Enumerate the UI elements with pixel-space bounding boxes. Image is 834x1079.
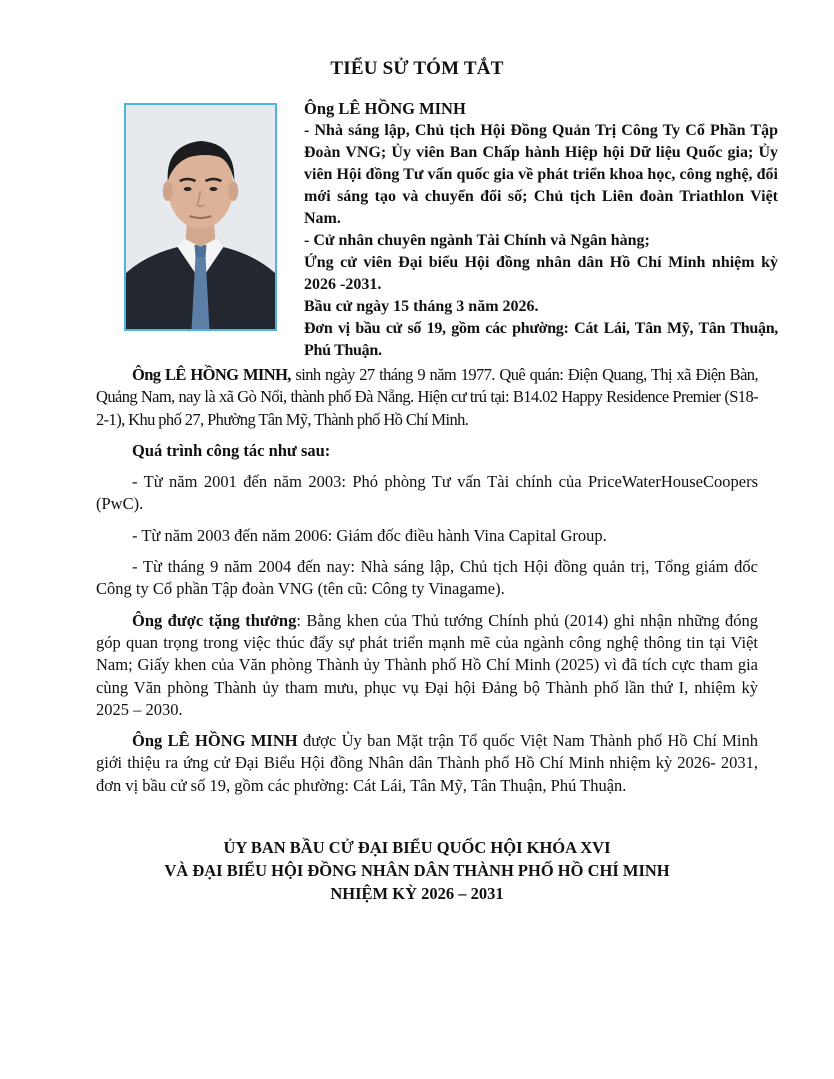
candidacy-text: Ứng cử viên Đại biểu Hội đồng nhân dân Hồ Chí Minh nhiệm kỳ 2026 -2031.: [304, 254, 778, 293]
document-title: TIỂU SỬ TÓM TẮT: [330, 58, 504, 79]
candidate-name: Ông LÊ HỒNG MINH: [304, 99, 466, 118]
nomination-text: được Ủy ban Mặt trận Tổ quốc Việt Nam Thành phố Hồ Chí Minh giới thiệu ra ứng cử Đại Biểu Hội đồng Nhân dân Thành phố Hồ Chí Minh nhiệm kỳ 2026- 2031, đơn vị bầu cử số 19, gồm các phường: Cát Lái, Tân Mỹ, Tân Thuận, Phú Thuận.: [96, 731, 759, 795]
positions-text: - Nhà sáng lập, Chủ tịch Hội Đồng Quản Trị Công Ty Cổ Phần Tập Đoàn VNG; Ủy viên Ban Chấp hành Hiệp hội Dữ liệu Quốc gia; Ủy viên Hội đồng Tư vấn quốc gia về phát triển khoa học, công nghệ, đổi mới sáng tạo và chuyển đổi số; Chủ tịch Liên đoàn Triathlon Việt Nam.: [304, 122, 778, 227]
personal-info-paragraph: [96, 364, 758, 431]
nomination-name: Ông LÊ HỒNG MINH: [132, 731, 298, 751]
work-history-heading: Quá trình công tác như sau:: [132, 440, 331, 460]
awards-label: Ông được tặng thưởng: [132, 610, 297, 630]
portrait-photo: [124, 103, 277, 331]
committee-line-2: VÀ ĐẠI BIỂU HỘI ĐỒNG NHÂN DÂN THÀNH PHỐ HỒ CHÍ MINH: [164, 861, 670, 880]
work-item: - Từ năm 2001 đến năm 2003: Phó phòng Tư vấn Tài chính của PriceWaterHouseCoopers (PwC).: [96, 472, 758, 514]
personal-info-text: sinh ngày 27 tháng 9 năm 1977. Quê quán: Điện Quang, Thị xã Điện Bàn, Quảng Nam, nay là xã Gò Nổi, thành phố Đà Nẵng. Hiện cư trú tại: B14.02 Happy Residence Premier (S18-2-1), Khu phố 27, Phường Tân Mỹ, Thành phố Hồ Chí Minh.: [96, 365, 758, 429]
portrait-image: [126, 105, 275, 329]
nomination-paragraph: [96, 730, 758, 797]
profile-summary: [304, 98, 778, 362]
committee-line-3: NHIỆM KỲ 2026 – 2031: [330, 884, 504, 903]
education-text: - Cử nhân chuyên ngành Tài Chính và Ngân hàng;: [304, 232, 650, 249]
awards-text: : Bằng khen của Thủ tướng Chính phủ (2014) ghi nhận những đóng góp quan trọng trong việc thúc đẩy sự phát triển mạnh mẽ của ngành công nghệ thông tin tại Việt Nam; Giấy khen của Văn phòng Thành ủy Thành phố Hồ Chí Minh (2025) vì đã tích cực tham gia cùng Văn phòng Thành ủy tham mưu, phục vụ Đại hội Đảng bộ Thành phố lần thứ I, nhiệm kỳ 2025 – 2030.: [96, 610, 758, 719]
election-date-text: Bầu cử ngày 15 tháng 3 năm 2026.: [304, 298, 539, 315]
awards-paragraph: [96, 610, 758, 721]
work-item: - Từ năm 2003 đến năm 2006: Giám đốc điều hành Vina Capital Group.: [132, 525, 607, 545]
bio-name: Ông LÊ HỒNG MINH,: [132, 365, 291, 384]
issuing-committee: [0, 836, 834, 905]
biography-body: [96, 364, 758, 806]
constituency-text: Đơn vị bầu cử số 19, gồm các phường: Cát Lái, Tân Mỹ, Tân Thuận, Phú Thuận.: [304, 320, 778, 359]
committee-line-1: ỦY BAN BẦU CỬ ĐẠI BIỂU QUỐC HỘI KHÓA XVI: [223, 838, 611, 857]
work-item: - Từ tháng 9 năm 2004 đến nay: Nhà sáng lập, Chủ tịch Hội đồng quản trị, Tổng giám đốc Công ty Cổ phần Tập đoàn VNG (tên cũ: Công ty Vinagame).: [96, 557, 758, 599]
